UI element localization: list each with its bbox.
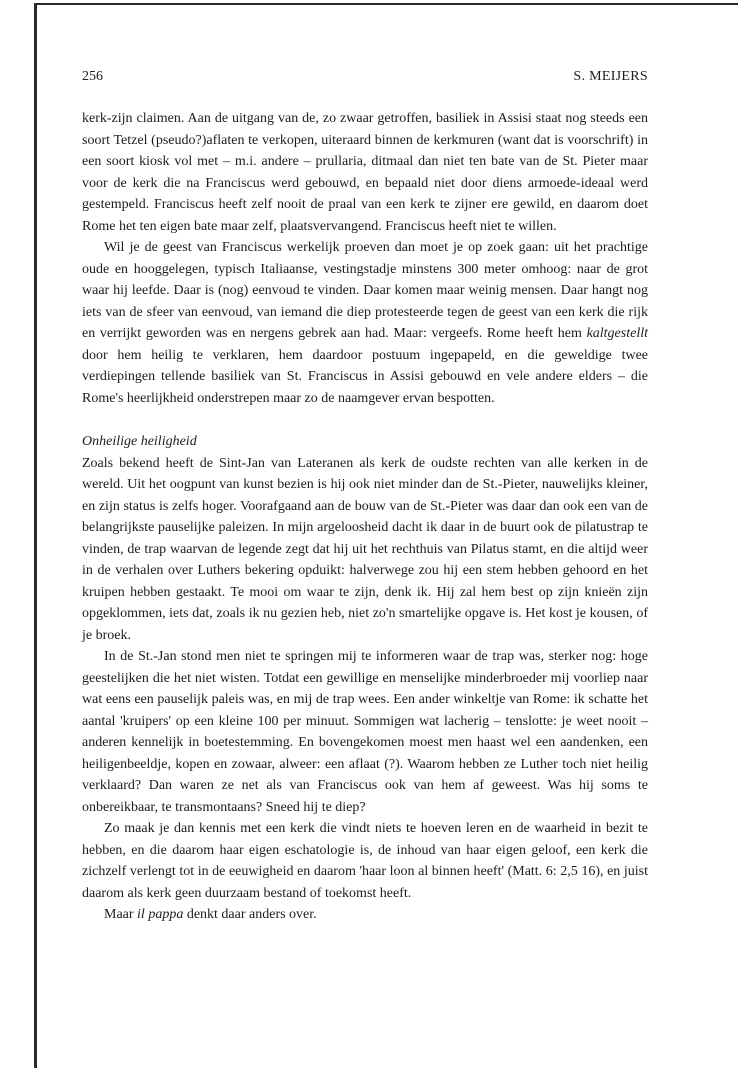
running-head: [82, 66, 648, 88]
section-heading: Onheilige heiligheid: [82, 434, 197, 449]
page-number: 256: [82, 69, 103, 84]
paragraph-lateran: Zoals bekend heeft de Sint-Jan van Lateranen als kerk de oudste rechten van alle kerken in de wereld. Uit het oogpunt van kunst bezien is hij ook niet minder dan de St.-Pieter, nauwelijks kleiner, en zijn status is zelfs hoger. Voorafgaand aan de bouw van de St.-Pieter was daar dan ook een van de belangrijkste pauselijke paleizen. In mijn argeloosheid dacht ik daar in de buurt ook de pilatustrap te vinden, de trap waarvan de legende zegt dat hij uit het rechthuis van Pilatus stamt, en die altijd weer in de verhalen over Luthers bekering opduikt: halverwege zou hij een stem hebben gehoord en het kruipen hebben gestaakt. Te mooi om waar te zijn, denk ik. Hij zal hem best op zijn knieën zijn opgeklommen, iets dat, zoals ik nu gezien heb, niet zo'n smartelijke opgave is. Het kost je kousen, of je broek.: [82, 455, 648, 643]
paragraph-text: Maar: [104, 907, 138, 922]
paragraph-continuation: kerk-zijn claimen. Aan de uitgang van de, zo zwaar getroffen, basiliek in Assisi staat nog steeds een soort Tetzel (pseudo?)aflaten te verkopen, uiteraard binnen de kerkmuren (want dat is voorschrift) in een soort kiosk vol met – m.i. andere – prullaria, ditmaal dan niet ten bate van de St. Pieter maar voor de kerk die na Franciscus werd gebouwd, en bepaald niet door diens armoede-ideaal werd gestempeld. Franciscus heeft zelf nooit de praal van een kerk te zijner ere gewild, en daarom doet Rome het ten eigen bate maar zelf, plaatsvervangend. Franciscus heeft niet te willen.: [82, 111, 648, 234]
paragraph-franciscus-grotto: [82, 237, 648, 409]
emphasis-text: kaltgestellt: [586, 326, 648, 341]
section-spacer: [82, 409, 648, 431]
paragraph-church-eschatology: Zo maak je dan kennis met een kerk die vindt niets te hoeven leren en de waarheid in bezit te hebben, en die daarom haar eigen eschatologie is, de inhoud van haar eigen geloof, een kerk die zichzelf verlengt tot in de eeuwigheid en daarom 'haar loon al binnen heeft' (Matt. 6: 2,5 16), en juist daarom als kerk geen duurzaam bestand of toekomst heeft.: [82, 821, 648, 901]
paragraph-text: Wil je de geest van Franciscus werkelijk proeven dan moet je op zoek gaan: uit het prachtige oude en hooggelegen, typisch Italiaanse, vestingstadje minstens 300 meter omhoog: naar de grot waar hij leefde. Daar is (nog) eenvoud te vinden. Daar komen maar weinig mensen. Daar hangt nog iets van de sfeer van eenvoud, van iemand die diep protesteerde tegen de geest van een kerk die rijk en verrijkt geworden was en nergens gebrek aan had. Maar: vergeefs. Rome heeft hem: [82, 240, 648, 341]
body-text: [82, 108, 648, 926]
running-head-author: S. MEIJERS: [573, 69, 648, 84]
scan-border-left: [34, 3, 37, 1068]
paragraph-text: denkt daar anders over.: [183, 907, 317, 922]
paragraph-text: door hem heilig te verklaren, hem daardoor postuum ingepapeld, en die geweldige twee verdiepingen tellende basiliek van St. Franciscus in Assisi gebouwd en vele andere elders – die Rome's heerlijkheid onderstrepen maar zo de naamgever ervan bespotten.: [82, 347, 648, 406]
paragraph-closing: [82, 904, 648, 926]
paragraph-holy-stairs: In de St.-Jan stond men niet te springen mij te informeren waar de trap was, sterker nog: hoge geestelijken die het niet wisten. Totdat een gewillige en menselijke minderbroeder mij voorliep naar wat eens een pauselijk paleis was, en mij de trap wees. Een ander winkeltje van Rome: ik schatte het aantal 'kruipers' op een kleine 100 per minuut. Sommigen wat lacherig – tenslotte: je weet nooit – anderen kennelijk in boetestemming. En bovengekomen moest men haast wel een aandenken, een heiligenbeeldje, kopen en zowaar, alweer: een aflaat (?). Waarom hebben ze Luther toch niet heilig verklaard? Dan waren ze net als van Franciscus ook van hem af geweest. Was hij soms te onbereikbaar, te transmontaans? Sneed hij te diep?: [82, 649, 648, 815]
scan-border-top: [34, 3, 738, 5]
emphasis-text: il pappa: [137, 907, 184, 922]
